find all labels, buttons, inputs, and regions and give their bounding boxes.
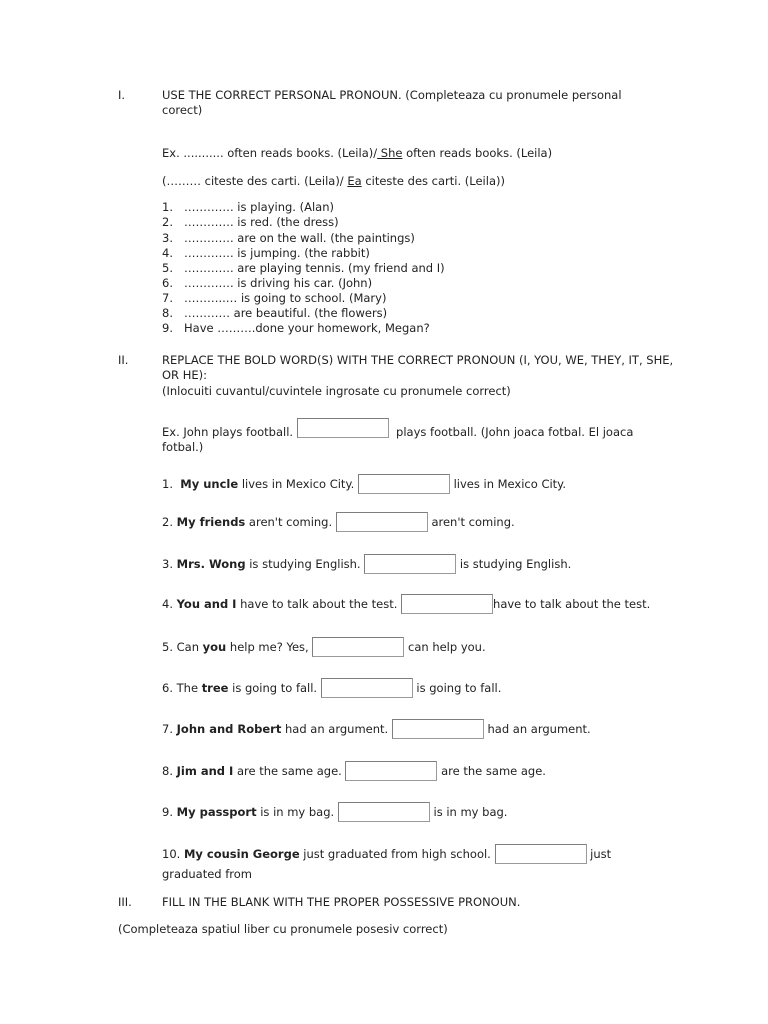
bold-words: Mrs. Wong — [176, 557, 246, 571]
section-1-example-ro — [162, 174, 505, 188]
list-item: 2. …………. is red. (the dress) — [162, 215, 339, 229]
section-2-subheading: (Inlocuiti cuvantul/cuvintele ingrosate cu pronumele correct) — [162, 384, 511, 398]
exercise-row: 10. My cousin George just graduated from high school. just — [162, 844, 611, 864]
answer-box[interactable] — [312, 637, 404, 657]
bold-words: My friends — [176, 515, 246, 529]
bold-words: John and Robert — [176, 722, 282, 736]
exercise-row: 2. My friends aren't coming. aren't coming. — [162, 512, 515, 532]
answer-box[interactable] — [345, 761, 437, 781]
list-item: 8. ………… are beautiful. (the flowers) — [162, 306, 388, 320]
list-item: 5. …………. are playing tennis. (my friend and I) — [162, 261, 445, 275]
bold-words: you — [202, 640, 227, 654]
bold-words: My uncle — [180, 477, 239, 491]
section-1-number: I. — [118, 88, 126, 102]
list-item: 9. Have ……….done your homework, Megan? — [162, 321, 430, 335]
bold-words: tree — [201, 681, 229, 695]
answer-box[interactable] — [321, 678, 413, 698]
answer-box[interactable] — [392, 719, 484, 739]
answer-box[interactable] — [336, 512, 428, 532]
exercise-row: 5. Can you help me? Yes, can help you. — [162, 637, 486, 657]
answer-box[interactable] — [297, 418, 389, 438]
section-1-heading: USE THE CORRECT PERSONAL PRONOUN. (Completeaza cu pronumele personal corect) — [162, 88, 622, 117]
example-ro-prefix: (……… citeste des carti. (Leila)/ — [162, 174, 348, 188]
bold-words: Jim and I — [176, 764, 234, 778]
list-item: 6. …………. is driving his car. (John) — [162, 276, 373, 290]
answer-box[interactable] — [495, 844, 587, 864]
exercise-row: 7. John and Robert had an argument. had an argument. — [162, 719, 591, 739]
list-item: 1. …………. is playing. (Alan) — [162, 200, 334, 214]
section-2-number: II. — [118, 353, 129, 367]
exercise-row: 9. My passport is in my bag. is in my bag. — [162, 802, 507, 822]
list-item: 4. …………. is jumping. (the rabbit) — [162, 246, 370, 260]
example-ro-suffix: citeste des carti. (Leila)) — [361, 174, 505, 188]
answer-box[interactable] — [401, 594, 493, 614]
list-item: 7. ………..… is going to school. (Mary) — [162, 291, 387, 305]
bold-words: My cousin George — [183, 847, 300, 861]
answer-box[interactable] — [358, 474, 450, 494]
list-item: 3. …………. are on the wall. (the paintings) — [162, 231, 415, 245]
section-1-example — [162, 146, 552, 160]
bold-words: My passport — [176, 805, 257, 819]
answer-box[interactable] — [364, 554, 456, 574]
exercise-row: 4. You and I have to talk about the test. have to talk about the test. — [162, 594, 650, 614]
example-ro-answer: Ea — [347, 174, 362, 188]
example-answer: She — [377, 146, 403, 160]
section-3-heading: FILL IN THE BLANK WITH THE PROPER POSSESSIVE PRONOUN. — [162, 895, 521, 909]
section-2-heading: REPLACE THE BOLD WORD(S) WITH THE CORRECT PRONOUN (I, YOU, WE, THEY, IT, SHE, OR HE): — [162, 353, 674, 382]
section-2-example: Ex. John plays football. plays football. (John joaca fotbal. El joaca fotbal.) — [162, 418, 662, 455]
section-3-number: III. — [118, 895, 132, 909]
bold-words: You and I — [176, 597, 237, 611]
exercise-row-continuation: graduated from — [162, 867, 253, 881]
example-prefix: Ex. ........... often reads books. (Leila)/ — [162, 146, 378, 160]
exercise-row: 8. Jim and I are the same age. are the same age. — [162, 761, 546, 781]
exercise-row: 6. The tree is going to fall. is going to fall. — [162, 678, 501, 698]
exercise-row: 1. My uncle lives in Mexico City. lives in Mexico City. — [162, 474, 566, 494]
example-suffix: often reads books. (Leila) — [402, 146, 553, 160]
section-3-subheading: (Completeaza spatiul liber cu pronumele posesiv correct) — [118, 922, 448, 936]
exercise-row: 3. Mrs. Wong is studying English. is studying English. — [162, 554, 571, 574]
answer-box[interactable] — [338, 802, 430, 822]
